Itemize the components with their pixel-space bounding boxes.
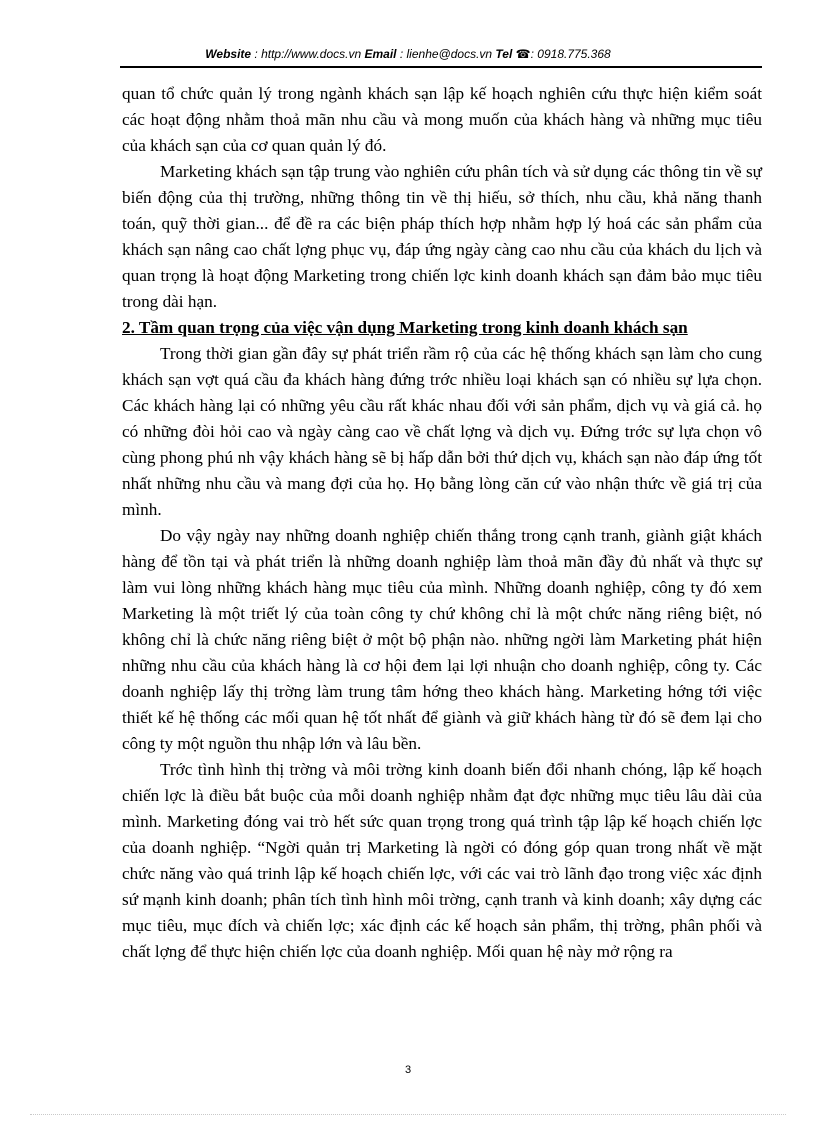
email-label: Email [364, 47, 397, 61]
tel-label: Tel [495, 47, 513, 61]
page-header [0, 47, 816, 61]
email-address[interactable]: : lienhe@docs.vn [399, 47, 493, 61]
paragraph-continuation: quan tổ chức quản lý trong ngành khách sạn lập kế hoạch nghiên cứu thực hiện kiểm soát các hoạt động nhằm thoả mãn nhu cầu và mong muốn của khách hàng và những mục tiêu của khách sạn của cơ quan quản lý đó. [122, 84, 762, 155]
document-body [122, 81, 762, 965]
paragraph-competitive-businesses: Do vậy ngày nay những doanh nghiệp chiến thắng trong cạnh tranh, giành giật khách hàng để tồn tại và phát triển là những doanh nghiệp làm thoả mãn đầy đủ nhất và thực sự làm vui lòng những khách hàng mục tiêu của mình. Những doanh nghiệp, công ty đó xem Marketing là một triết lý của toàn công ty chứ không chỉ là một chức năng riêng biệt, nó không chỉ là chức năng riêng biệt ở một bộ phận nào. những ngời làm Marketing phát hiện những nhu cầu của khách hàng là cơ hội đem lại lợi nhuận cho doanh nghiệp, công ty. Các doanh nghiệp lấy thị trờng làm trung tâm hớng theo khách hàng. Marketing hớng tới việc thiết kế hệ thống các mối quan hệ tốt nhất để giành và giữ khách hàng từ đó sẽ đem lại cho công ty một nguồn thu nhập lớn và lâu bền. [122, 526, 762, 753]
paragraph-strategic-planning: Trớc tình hình thị trờng và môi trờng kinh doanh biến đổi nhanh chóng, lập kế hoạch chiến lợc là điều bắt buộc của mỗi doanh nghiệp nhằm đạt đợc những mục tiêu lâu dài của mình. Marketing đóng vai trò hết sức quan trọng trong quá trình tập lập kế hoạch chiến lợc của doanh nghiệp. “Ngời quản trị Marketing là ngời có đóng góp quan trong nhất về mặt chức năng vào quá trinh lập kế hoạch chiến lợc, với các vai trò lãnh đạo trong việc xác định sứ mạnh kinh doanh; phân tích tình hình môi trờng, cạnh tranh và kinh doanh; xây dựng các mục tiêu, mục đích và chiến lợc; xác định các kế hoạch sản phẩm, thị trờng, phân phối và chất lợng để thực hiện chiến lợc của doanh nghiệp. Mối quan hệ này mở rộng ra [122, 760, 762, 961]
section-heading: 2. Tầm quan trọng của việc vận dụng Marketing trong kinh doanh khách sạn [122, 318, 688, 337]
telephone-icon: ☎ [515, 47, 531, 61]
paragraph-hotel-growth: Trong thời gian gần đây sự phát triển rầm rộ của các hệ thống khách sạn làm cho cung khách sạn vợt quá cầu đa khách hàng đứng trớc nhiều loại khách sạn có nhiều sự lựa chọn. Các khách hàng lại có những yêu cầu rất khác nhau đối với sản phẩm, dịch vụ và giá cả. họ có những đòi hỏi cao và ngày càng cao về chất lợng và dịch vụ. Đứng trớc sự lựa chọn vô cùng phong phú nh vậy khách hàng sẽ bị hấp dẫn bởi thứ dịch vụ, khách sạn nào đáp ứng tốt nhất những nhu cầu và mang đợi của họ. Họ bằng lòng căn cứ vào nhận thức về giá trị của mình. [122, 344, 762, 519]
website-label: Website [205, 47, 252, 61]
tel-number: : 0918.775.368 [530, 47, 611, 61]
page-number: 3 [404, 1064, 412, 1076]
page-bottom-divider [30, 1114, 786, 1115]
paragraph-marketing-focus: Marketing khách sạn tập trung vào nghiên cứu phân tích và sử dụng các thông tin về sự biến động của thị trường, những thông tin về thị hiếu, sở thích, nhu cầu, khả năng thanh toán, quỹ thời gian... để đề ra các biện pháp thích hợp nhằm hợp lý hoá các sản phẩm của khách sạn nâng cao chất lợng phục vụ, đáp ứng ngày càng cao nhu cầu của khách du lịch và quan trọng là hoạt động Marketing trong chiến lợc kinh doanh khách sạn đảm bảo mục tiêu trong dài hạn. [122, 162, 762, 311]
header-divider [120, 66, 762, 68]
website-url[interactable]: : http://www.docs.vn [254, 47, 362, 61]
